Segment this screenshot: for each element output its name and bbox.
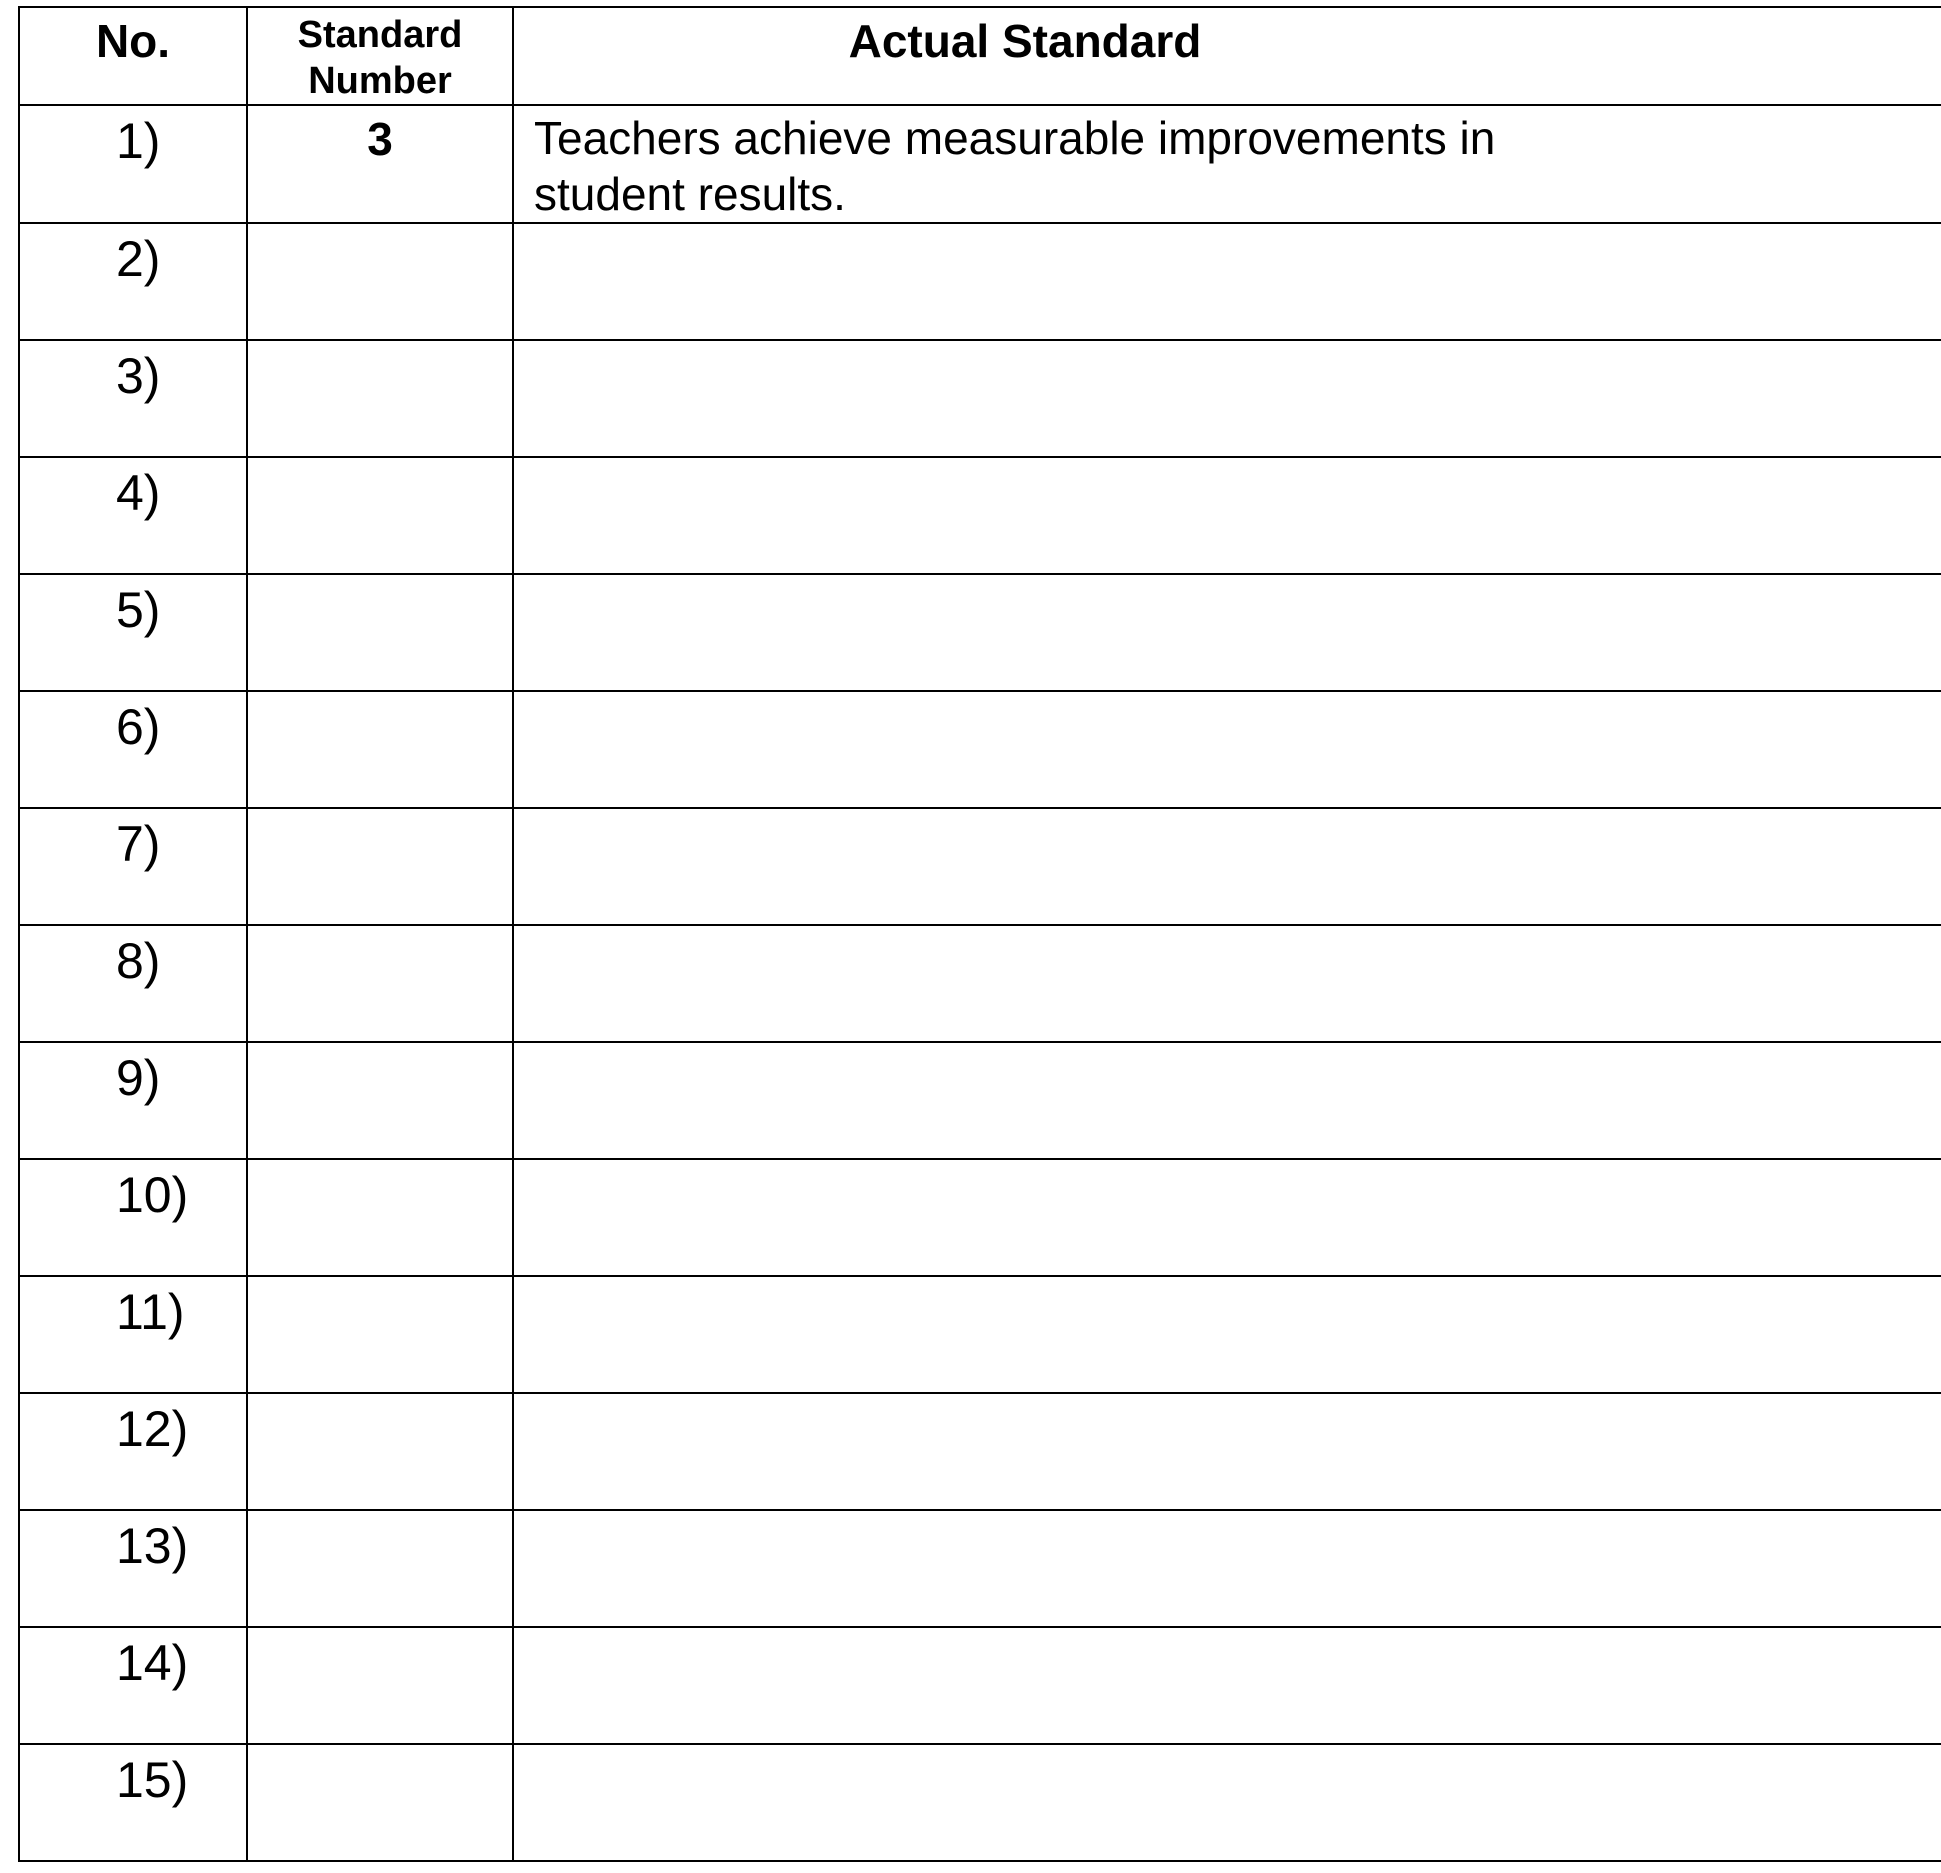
standard-number-cell[interactable] [247, 340, 513, 457]
standard-number-cell[interactable] [247, 925, 513, 1042]
table-row [19, 691, 1941, 808]
standard-number-cell[interactable] [247, 574, 513, 691]
actual-standard-cell[interactable] [513, 1744, 1941, 1861]
table-row [19, 340, 1941, 457]
row-number-cell: 6) [19, 691, 247, 808]
actual-standard-cell[interactable] [513, 574, 1941, 691]
actual-standard-cell[interactable] [513, 340, 1941, 457]
header-no: No. [19, 7, 247, 105]
actual-standard-cell[interactable] [513, 1393, 1941, 1510]
standard-number-cell[interactable] [247, 1159, 513, 1276]
standard-number-cell[interactable] [247, 1042, 513, 1159]
actual-standard-cell[interactable] [513, 1159, 1941, 1276]
table-row [19, 1744, 1941, 1861]
standard-number-cell[interactable]: 3 [247, 105, 513, 223]
table-row [19, 925, 1941, 1042]
actual-standard-cell[interactable] [513, 925, 1941, 1042]
standard-number-cell[interactable] [247, 1393, 513, 1510]
row-number-cell: 15) [19, 1744, 247, 1861]
table-body [19, 105, 1941, 1861]
actual-standard-cell[interactable] [513, 1042, 1941, 1159]
row-number-cell: 10) [19, 1159, 247, 1276]
standard-number-cell[interactable] [247, 457, 513, 574]
header-row [19, 7, 1941, 105]
row-number-cell: 8) [19, 925, 247, 1042]
table-row [19, 1159, 1941, 1276]
row-number-cell: 5) [19, 574, 247, 691]
standard-number-cell[interactable] [247, 691, 513, 808]
standard-number-cell[interactable] [247, 1627, 513, 1744]
row-number-cell: 13) [19, 1510, 247, 1627]
standard-number-cell[interactable] [247, 1276, 513, 1393]
row-number-cell: 12) [19, 1393, 247, 1510]
table-row [19, 457, 1941, 574]
actual-standard-cell[interactable] [513, 691, 1941, 808]
table-row [19, 1042, 1941, 1159]
row-number-cell: 14) [19, 1627, 247, 1744]
standards-table [18, 6, 1941, 1862]
table-row [19, 574, 1941, 691]
standard-number-cell[interactable] [247, 1744, 513, 1861]
table-row [19, 105, 1941, 223]
actual-standard-cell[interactable] [513, 808, 1941, 925]
table-row [19, 223, 1941, 340]
actual-standard-cell[interactable] [513, 457, 1941, 574]
row-number-cell: 11) [19, 1276, 247, 1393]
table-row [19, 1510, 1941, 1627]
table-row [19, 1276, 1941, 1393]
row-number-cell: 3) [19, 340, 247, 457]
table-row [19, 808, 1941, 925]
row-number-cell: 7) [19, 808, 247, 925]
row-number-cell: 2) [19, 223, 247, 340]
standard-number-cell[interactable] [247, 808, 513, 925]
table-row [19, 1393, 1941, 1510]
standard-number-cell[interactable] [247, 1510, 513, 1627]
table-header [19, 7, 1941, 105]
actual-standard-cell[interactable] [513, 1276, 1941, 1393]
standard-number-cell[interactable] [247, 223, 513, 340]
actual-standard-cell[interactable] [513, 223, 1941, 340]
row-number-cell: 4) [19, 457, 247, 574]
header-actual-standard: Actual Standard [513, 7, 1941, 105]
row-number-cell: 1) [19, 105, 247, 223]
actual-standard-cell[interactable] [513, 1510, 1941, 1627]
header-standard-number: Standard Number [247, 7, 513, 105]
row-number-cell: 9) [19, 1042, 247, 1159]
actual-standard-cell[interactable] [513, 1627, 1941, 1744]
actual-standard-cell[interactable]: Teachers achieve measurable improvements in student results. [513, 105, 1941, 223]
table-row [19, 1627, 1941, 1744]
